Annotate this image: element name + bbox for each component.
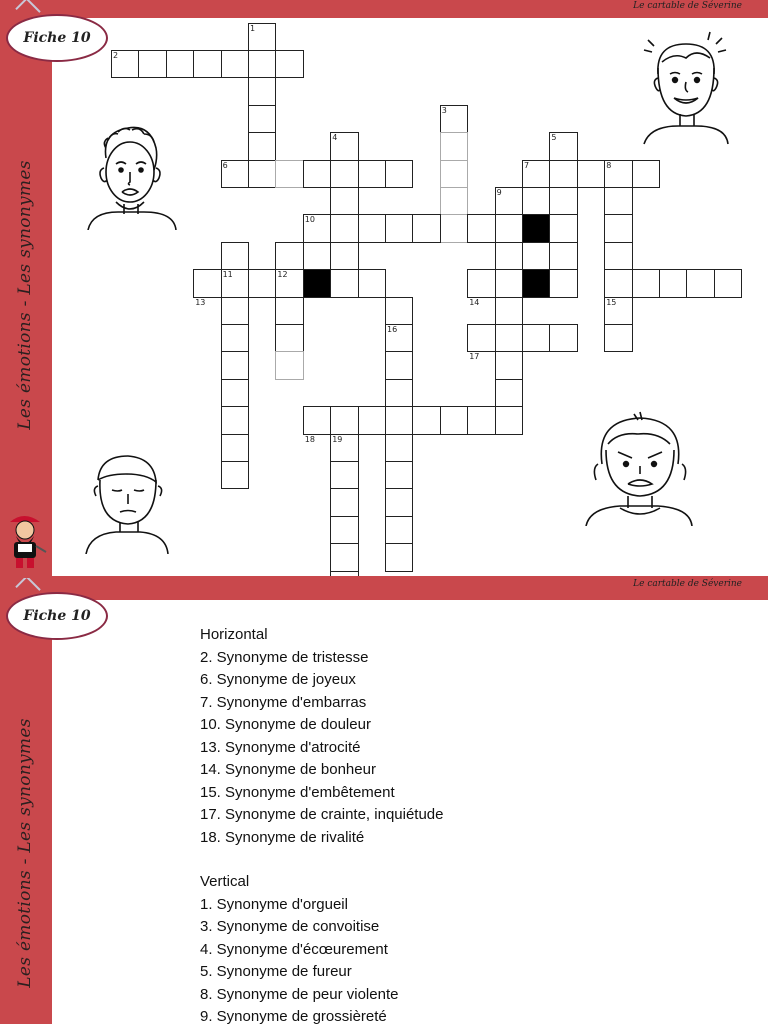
fiche-badge <box>6 14 108 62</box>
horizontal-clue: 18. Synonyme de rivalité <box>200 828 365 846</box>
grid-cell[interactable] <box>248 50 276 78</box>
grid-cell[interactable] <box>495 214 523 242</box>
grid-block <box>303 269 331 297</box>
grid-cell[interactable] <box>495 379 523 407</box>
grid-cell[interactable] <box>221 242 249 270</box>
grid-cell[interactable] <box>330 461 358 489</box>
grid-cell[interactable] <box>440 132 468 160</box>
grid-cell[interactable] <box>385 406 413 434</box>
horizontal-clue: 7. Synonyme d'embarras <box>200 693 367 711</box>
grid-cell[interactable] <box>358 214 386 242</box>
vertical-clue: 4. Synonyme d'écœurement <box>200 940 388 958</box>
grid-cell[interactable] <box>467 214 495 242</box>
grid-cell[interactable] <box>221 406 249 434</box>
clue-number: 8 <box>606 160 612 170</box>
vertical-clue: 1. Synonyme d'orgueil <box>200 895 348 913</box>
happy-face-icon <box>640 28 732 148</box>
horizontal-clue: 13. Synonyme d'atrocité <box>200 738 361 756</box>
horizontal-heading: Horizontal <box>200 626 268 643</box>
grid-cell[interactable] <box>440 160 468 188</box>
horizontal-clue: 15. Synonyme d'embêtement <box>200 783 395 801</box>
grid-cell[interactable] <box>221 50 249 78</box>
grid-cell[interactable] <box>604 324 632 352</box>
clue-number: 14 <box>469 297 480 307</box>
grid-cell[interactable] <box>330 571 358 576</box>
grid-cell[interactable] <box>632 160 660 188</box>
grid-cell[interactable] <box>330 406 358 434</box>
clue-number: 1 <box>250 23 256 33</box>
grid-cell[interactable] <box>632 269 660 297</box>
clue-number: 9 <box>496 188 502 197</box>
clue-number: 18 <box>304 434 315 444</box>
spacer <box>200 849 444 871</box>
clue-number: 15 <box>606 297 617 307</box>
clue-number: 17 <box>469 352 480 362</box>
grid-cell[interactable] <box>221 461 249 489</box>
credit-text: Le cartable de Séverine <box>633 1 742 11</box>
grid-cell[interactable] <box>495 242 523 270</box>
grid-cell[interactable] <box>549 324 577 352</box>
grid-cell[interactable] <box>330 543 358 571</box>
clue-number: 11 <box>222 270 233 280</box>
clue-number: 5 <box>551 133 557 143</box>
angry-face-icon <box>584 404 694 526</box>
clue-number: 2 <box>113 51 119 60</box>
clue-number: 7 <box>524 160 530 170</box>
grid-cell[interactable] <box>495 324 523 352</box>
horizontal-clue: 6. Synonyme de joyeux <box>200 671 356 688</box>
grid-cell[interactable] <box>385 434 413 462</box>
clue-number: 6 <box>222 160 228 170</box>
grid-cell[interactable] <box>275 50 303 78</box>
grid-cell[interactable] <box>412 214 440 242</box>
grid-cell[interactable] <box>221 324 249 352</box>
vertical-clue: 9. Synonyme de grossièreté <box>200 1008 387 1024</box>
clue-number: 3 <box>441 105 447 115</box>
grid-cell[interactable] <box>659 269 687 297</box>
grid-cell[interactable] <box>385 543 413 571</box>
pirate-mascot-icon <box>4 512 48 572</box>
horizontal-clue: 17. Synonyme de crainte, inquiétude <box>200 806 444 823</box>
grid-cell[interactable] <box>549 269 577 297</box>
grid-cell[interactable] <box>358 406 386 434</box>
grid-cell[interactable] <box>275 160 303 188</box>
grid-cell[interactable] <box>248 77 276 105</box>
grid-cell[interactable] <box>193 269 221 297</box>
grid-cell[interactable] <box>604 242 632 270</box>
horizontal-clue: 2. Synonyme de tristesse <box>200 648 369 666</box>
vertical-clue: 8. Synonyme de peur violente <box>200 985 399 1003</box>
fiche-badge <box>6 592 108 640</box>
grid-cell[interactable] <box>495 351 523 379</box>
grid-cell[interactable] <box>686 269 714 297</box>
grid-cell[interactable] <box>221 297 249 325</box>
grid-cell[interactable] <box>385 297 413 325</box>
grid-cell[interactable] <box>385 351 413 379</box>
fiche-label: Fiche 10 <box>23 30 91 46</box>
grid-cell[interactable] <box>275 242 303 270</box>
grid-cell[interactable] <box>330 516 358 544</box>
grid-cell[interactable] <box>248 160 276 188</box>
grid-cell[interactable] <box>330 242 358 270</box>
grid-cell[interactable] <box>385 214 413 242</box>
grid-cell[interactable] <box>385 160 413 188</box>
grid-cell[interactable] <box>495 269 523 297</box>
grid-cell[interactable] <box>440 406 468 434</box>
clue-list <box>200 624 444 1024</box>
grid-cell[interactable] <box>549 187 577 215</box>
downcast-face-icon <box>84 450 170 554</box>
grid-cell[interactable] <box>358 160 386 188</box>
clue-number: 16 <box>387 325 398 334</box>
grid-cell[interactable] <box>166 50 194 78</box>
grid-cell[interactable] <box>440 187 468 215</box>
grid-cell[interactable] <box>303 160 331 188</box>
grid-cell[interactable] <box>358 269 386 297</box>
grid-cell[interactable] <box>248 132 276 160</box>
grid-cell[interactable] <box>604 187 632 215</box>
grid-cell[interactable] <box>412 406 440 434</box>
grid-cell[interactable] <box>467 324 495 352</box>
side-title: Les émotions - Les synonymes <box>15 718 35 988</box>
grid-block <box>522 214 550 242</box>
vertical-clue: 3. Synonyme de convoitise <box>200 918 380 935</box>
horizontal-clue: 14. Synonyme de bonheur <box>200 761 376 778</box>
grid-cell[interactable] <box>275 297 303 325</box>
clue-number: 12 <box>277 270 288 280</box>
grid-block <box>522 269 550 297</box>
grid-cell[interactable] <box>275 324 303 352</box>
vertical-clue: 5. Synonyme de fureur <box>200 963 352 980</box>
grid-cell[interactable] <box>495 297 523 325</box>
grid-cell[interactable] <box>495 406 523 434</box>
grid-cell[interactable] <box>193 50 221 78</box>
grid-cell[interactable] <box>549 242 577 270</box>
horizontal-clue: 10. Synonyme de douleur <box>200 716 371 733</box>
clue-number: 10 <box>304 215 315 225</box>
clues-sheet <box>0 578 768 1024</box>
grid-cell[interactable] <box>549 160 577 188</box>
grid-cell[interactable] <box>330 214 358 242</box>
grid-cell[interactable] <box>467 269 495 297</box>
sad-face-icon <box>84 118 180 230</box>
grid-cell[interactable] <box>549 214 577 242</box>
grid-cell[interactable] <box>330 269 358 297</box>
grid-cell[interactable] <box>303 406 331 434</box>
vertical-heading: Vertical <box>200 873 250 890</box>
grid-cell[interactable] <box>522 324 550 352</box>
clue-number: 13 <box>195 297 206 307</box>
grid-cell[interactable] <box>385 461 413 489</box>
grid-cell[interactable] <box>604 269 632 297</box>
fiche-label: Fiche 10 <box>23 608 91 624</box>
hook-icon <box>15 578 40 601</box>
grid-cell[interactable] <box>221 379 249 407</box>
credit-text: Le cartable de Séverine <box>633 579 742 589</box>
grid-cell[interactable] <box>221 434 249 462</box>
side-title: Les émotions - Les synonymes <box>15 160 35 430</box>
clue-number: 19 <box>332 434 343 444</box>
grid-cell[interactable] <box>248 105 276 133</box>
grid-cell[interactable] <box>330 488 358 516</box>
grid-cell[interactable] <box>248 269 276 297</box>
grid-cell[interactable] <box>221 351 249 379</box>
hook-icon <box>15 0 40 23</box>
grid-cell[interactable] <box>577 160 605 188</box>
clue-number: 4 <box>332 133 338 143</box>
grid-cell[interactable] <box>385 488 413 516</box>
grid-cell[interactable] <box>330 187 358 215</box>
grid-cell[interactable] <box>138 50 166 78</box>
grid-cell[interactable] <box>714 269 742 297</box>
grid-cell[interactable] <box>385 379 413 407</box>
grid-cell[interactable] <box>385 516 413 544</box>
grid-cell[interactable] <box>604 214 632 242</box>
grid-cell[interactable] <box>275 351 303 379</box>
grid-cell[interactable] <box>440 214 468 242</box>
grid-cell[interactable] <box>330 160 358 188</box>
grid-cell[interactable] <box>467 406 495 434</box>
